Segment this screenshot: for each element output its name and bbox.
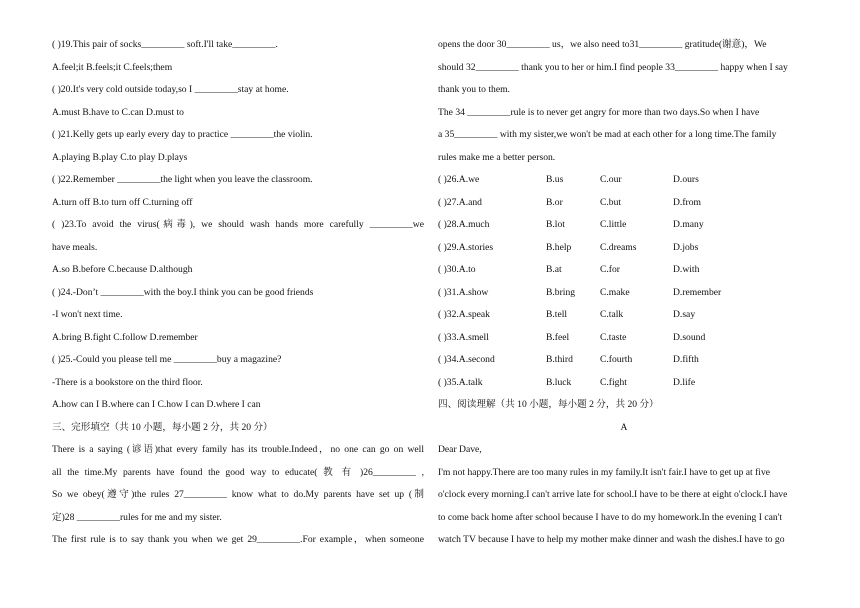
answer-option-d: D.jobs	[673, 242, 699, 253]
answer-option-c: C.dreams	[600, 242, 637, 253]
text-line: A.bring B.fight C.follow D.remember	[52, 332, 198, 343]
answer-option-d: D.fifth	[673, 354, 699, 365]
text-line: a 35_________ with my sister,we won't be mad at each other for a long time.The family	[438, 129, 777, 140]
text-line: ( )21.Kelly gets up early every day to practice _________the violin.	[52, 129, 313, 140]
text-line: o'clock every morning.I can't arrive late for school.I have to be there at eight o'clock.I have	[438, 489, 788, 500]
answer-option-b: B.third	[546, 354, 573, 365]
text-line: have meals.	[52, 242, 98, 253]
question-number-option-a: ( )31.A.show	[438, 287, 489, 298]
text-line: A.playing B.play C.to play D.plays	[52, 152, 188, 163]
answer-option-b: B.tell	[546, 309, 568, 320]
question-number-option-a: ( )29.A.stories	[438, 242, 494, 253]
answer-option-d: D.life	[673, 377, 696, 388]
answer-option-c: C.talk	[600, 309, 624, 320]
question-number-option-a: ( )26.A.we	[438, 174, 480, 185]
answer-option-b: B.feel	[546, 332, 570, 343]
text-line: There is a saying (谚语)that every family has its trouble.Indeed，no one can go on well	[52, 444, 424, 455]
passage-heading: A	[620, 422, 628, 433]
answer-option-d: D.many	[673, 219, 704, 230]
text-line: rules make me a better person.	[438, 152, 556, 163]
question-number-option-a: ( )27.A.and	[438, 197, 482, 208]
answer-option-c: C.our	[600, 174, 622, 185]
question-number-option-a: ( )30.A.to	[438, 264, 476, 275]
text-line: A.feel;it B.feels;it C.feels;them	[52, 62, 173, 73]
question-number-option-a: ( )35.A.talk	[438, 377, 483, 388]
answer-option-b: B.us	[546, 174, 564, 185]
text-line: all the time.My parents have found the good way to educate( 教 有 )26_________ ,	[52, 467, 424, 478]
text-line: A.how can I B.where can I C.how I can D.where I can	[52, 399, 261, 410]
answer-option-b: B.luck	[546, 377, 572, 388]
question-number-option-a: ( )28.A.much	[438, 219, 490, 230]
text-line: A.so B.before C.because D.although	[52, 264, 193, 275]
text-line: watch TV because I have to help my mother make dinner and wash the dishes.I have to go	[438, 534, 785, 545]
answer-option-d: D.sound	[673, 332, 706, 343]
text-line: ( )23.To avoid the virus(病毒), we should wash hands more carefully _________we	[52, 219, 424, 230]
answer-option-d: D.with	[673, 264, 700, 275]
text-line: A.must B.have to C.can D.must to	[52, 107, 184, 118]
text-line: ( )20.It's very cold outside today,so I _________stay at home.	[52, 84, 289, 95]
text-line: Dear Dave,	[438, 444, 482, 455]
text-line: I'm not happy.There are too many rules in my family.It isn't fair.I have to get up at five	[438, 467, 771, 478]
answer-option-b: B.lot	[546, 219, 565, 230]
text-line: ( )19.This pair of socks_________ soft.I'll take_________.	[52, 39, 278, 50]
text-line: opens the door 30_________ us，we also need to31_________ gratitude(谢意)，We	[438, 39, 767, 50]
question-number-option-a: ( )34.A.second	[438, 354, 495, 365]
answer-option-c: C.fourth	[600, 354, 633, 365]
answer-option-b: B.help	[546, 242, 572, 253]
answer-option-b: B.or	[546, 197, 563, 208]
answer-option-c: C.for	[600, 264, 620, 275]
text-line: 定)28 _________rules for me and my sister.	[52, 512, 222, 523]
answer-option-c: C.but	[600, 197, 622, 208]
answer-option-b: B.at	[546, 264, 562, 275]
answer-option-b: B.bring	[546, 287, 576, 298]
question-number-option-a: ( )33.A.smell	[438, 332, 489, 343]
answer-option-c: C.fight	[600, 377, 627, 388]
text-line: -I won't next time.	[52, 309, 123, 320]
answer-option-d: D.ours	[673, 174, 699, 185]
answer-option-c: C.taste	[600, 332, 627, 343]
text-line: So we obey(遵守)the rules 27_________ know what to do.My parents have set up (制	[52, 489, 424, 500]
answer-option-d: D.from	[673, 197, 701, 208]
answer-option-c: C.make	[600, 287, 630, 298]
answer-option-c: C.little	[600, 219, 627, 230]
text-line: A.turn off B.to turn off C.turning off	[52, 197, 193, 208]
text-line: 三、完形填空（共 10 小题，每小题 2 分，共 20 分）	[52, 422, 273, 433]
text-line: ( )25.-Could you please tell me _________buy a magazine?	[52, 354, 282, 365]
text-line: The 34 _________rule is to never get angry for more than two days.So when I have	[438, 107, 760, 118]
answer-option-d: D.remember	[673, 287, 722, 298]
text-line: 四、阅读理解（共 10 小题，每小题 2 分，共 20 分）	[438, 399, 659, 410]
text-line: should 32_________ thank you to her or him.I find people 33_________ happy when I say	[438, 62, 788, 73]
text-line: ( )24.-Don’t _________with the boy.I think you can be good friends	[52, 287, 314, 298]
text-line: ( )22.Remember _________the light when you leave the classroom.	[52, 174, 313, 185]
answer-option-d: D.say	[673, 309, 696, 320]
text-line: The first rule is to say thank you when we get 29_________.For example，when someone	[52, 534, 424, 545]
text-line: thank you to them.	[438, 84, 510, 95]
question-number-option-a: ( )32.A.speak	[438, 309, 490, 320]
text-line: -There is a bookstore on the third floor.	[52, 377, 203, 388]
text-line: to come back home after school because I have to do my homework.In the evening I can't	[438, 512, 783, 523]
